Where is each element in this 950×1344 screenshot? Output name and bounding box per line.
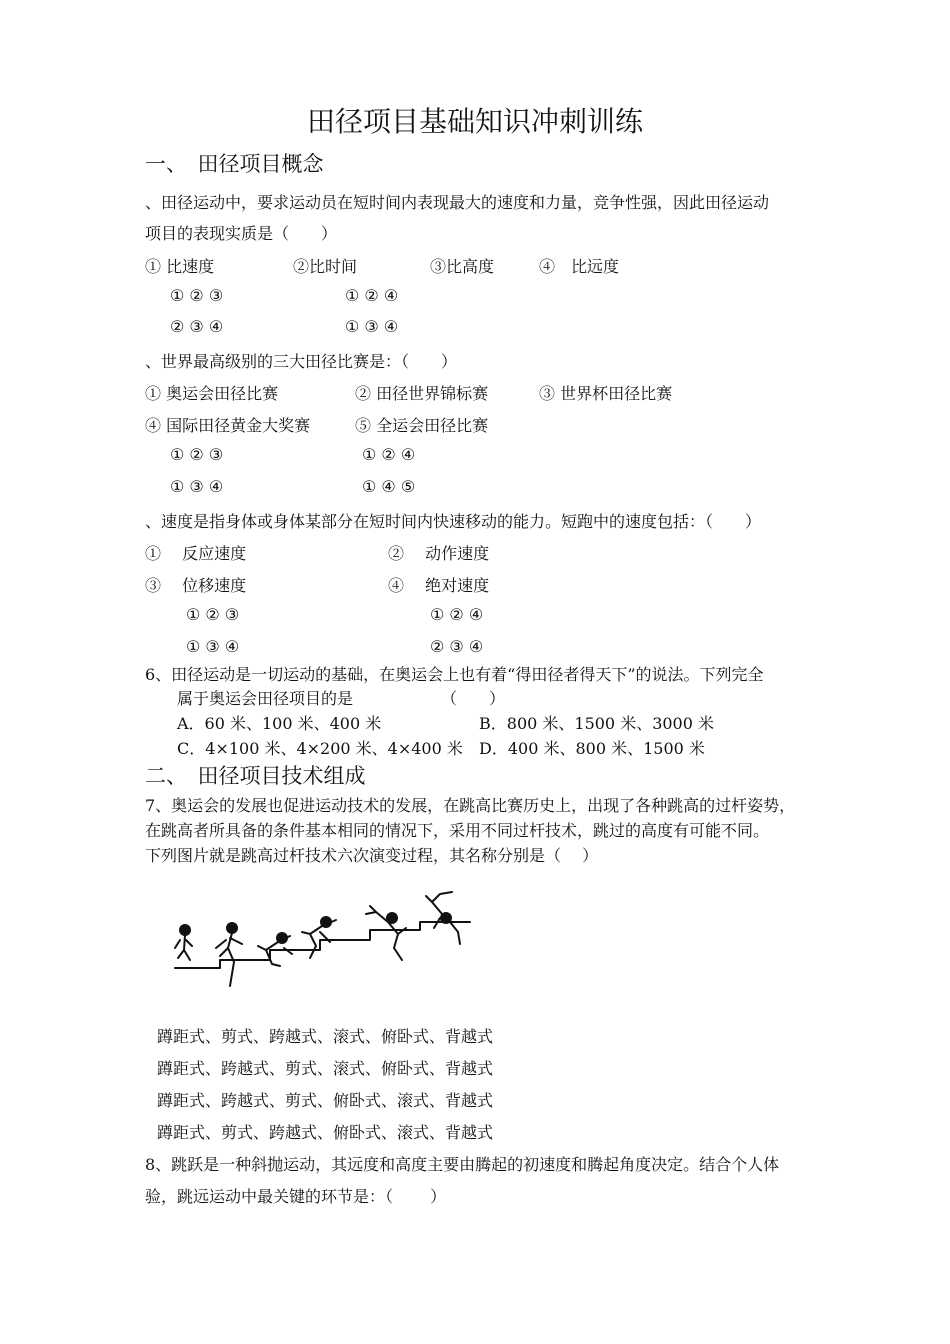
q1-item-3: ③比高度 [430, 257, 495, 276]
q2-item-5: ⑤ 全运会田径比赛 [355, 416, 489, 435]
q2-choice-d: ① ④ ⑤ [362, 477, 416, 496]
q2-item-1: ① 奥运会田径比赛 [145, 384, 279, 403]
q6-option-d: D．400 米、800 米、1500 米 [479, 739, 705, 758]
q1-choice-d: ① ③ ④ [345, 317, 399, 336]
q1-stem-line2: 项目的表现实质是（ ） [145, 224, 338, 243]
q6-stem-line2: 属于奥运会田径项目的是 （ ） [177, 689, 506, 708]
q1-choice-c: ② ③ ④ [170, 317, 224, 336]
q1-item-4: ④ 比远度 [539, 257, 620, 276]
jumper-figure-6 [426, 892, 460, 944]
q1-item-1: ① 比速度 [145, 257, 215, 276]
jumper-figure-1 [175, 925, 192, 960]
q2-item-2: ② 田径世界锦标赛 [355, 384, 489, 403]
q2-choice-c: ① ③ ④ [170, 477, 224, 496]
jumper-figure-2 [216, 923, 242, 986]
q8-stem-line1: 8、跳跃是一种斜抛运动，其远度和高度主要由腾起的初速度和腾起角度决定。结合个人体 [145, 1155, 780, 1174]
q7-stem-line1: 7、奥运会的发展也促进运动技术的发展，在跳高比赛历史上，出现了各种跳高的过杆姿势， [145, 796, 796, 815]
q7-choice-d: 蹲距式、剪式、跨越式、俯卧式、滚式、背越式 [157, 1123, 494, 1142]
q3-item-3: ③ 位移速度 [145, 576, 247, 595]
q8-stem-line2: 验，跳远运动中最关键的环节是：（ ） [145, 1187, 447, 1206]
q3-choice-b: ① ② ④ [430, 605, 484, 624]
q3-choice-d: ② ③ ④ [430, 637, 484, 656]
q3-choice-a: ① ② ③ [186, 605, 240, 624]
q1-choice-b: ① ② ④ [345, 286, 399, 305]
q7-choice-a: 蹲距式、剪式、跨越式、滚式、俯卧式、背越式 [157, 1027, 494, 1046]
q3-choice-c: ① ③ ④ [186, 637, 240, 656]
section-heading-1: 一、 田径项目概念 [145, 152, 324, 176]
high-jump-techniques-figure [170, 888, 480, 993]
q1-stem-line1: 、田径运动中，要求运动员在短时间内表现最大的速度和力量，竞争性强，因此田径运动 [145, 193, 770, 212]
q3-item-1: ① 反应速度 [145, 544, 247, 563]
q6-option-a: A．60 米、100 米、400 米 [177, 714, 382, 733]
q2-choice-b: ① ② ④ [362, 445, 416, 464]
q1-choice-a: ① ② ③ [170, 286, 224, 305]
q6-option-c: C．4×100 米、4×200 米、4×400 米 [177, 739, 463, 758]
q7-choice-c: 蹲距式、跨越式、剪式、俯卧式、滚式、背越式 [157, 1091, 494, 1110]
jumper-figure-4 [302, 917, 336, 958]
jumper-figure-5 [366, 906, 406, 960]
q7-choice-b: 蹲距式、跨越式、剪式、滚式、俯卧式、背越式 [157, 1059, 494, 1078]
section-heading-2: 二、 田径项目技术组成 [145, 764, 366, 788]
q2-stem: 、世界最高级别的三大田径比赛是：（ ） [145, 352, 458, 371]
page-title: 田径项目基础知识冲刺训练 [306, 105, 643, 138]
q3-item-2: ② 动作速度 [388, 544, 490, 563]
q2-choice-a: ① ② ③ [170, 445, 224, 464]
q7-stem-line2: 在跳高者所具备的条件基本相同的情况下，采用不同过杆技术，跳过的高度有可能不同。 [145, 821, 770, 840]
q2-item-4: ④ 国际田径黄金大奖赛 [145, 416, 311, 435]
q7-stem-line3: 下列图片就是跳高过杆技术六次演变过程，其名称分别是（ ） [145, 846, 599, 865]
q2-item-3: ③ 世界杯田径比赛 [539, 384, 673, 403]
q3-stem: 、速度是指身体或身体某部分在短时间内快速移动的能力。短跑中的速度包括：（ ） [145, 512, 762, 531]
q3-item-4: ④ 绝对速度 [388, 576, 490, 595]
q6-option-b: B．800 米、1500 米、3000 米 [479, 714, 714, 733]
q1-item-2: ②比时间 [293, 257, 358, 276]
q6-stem-line1: 6、田径运动是一切运动的基础，在奥运会上也有着“得田径者得天下”的说法。下列完全 [145, 665, 764, 684]
